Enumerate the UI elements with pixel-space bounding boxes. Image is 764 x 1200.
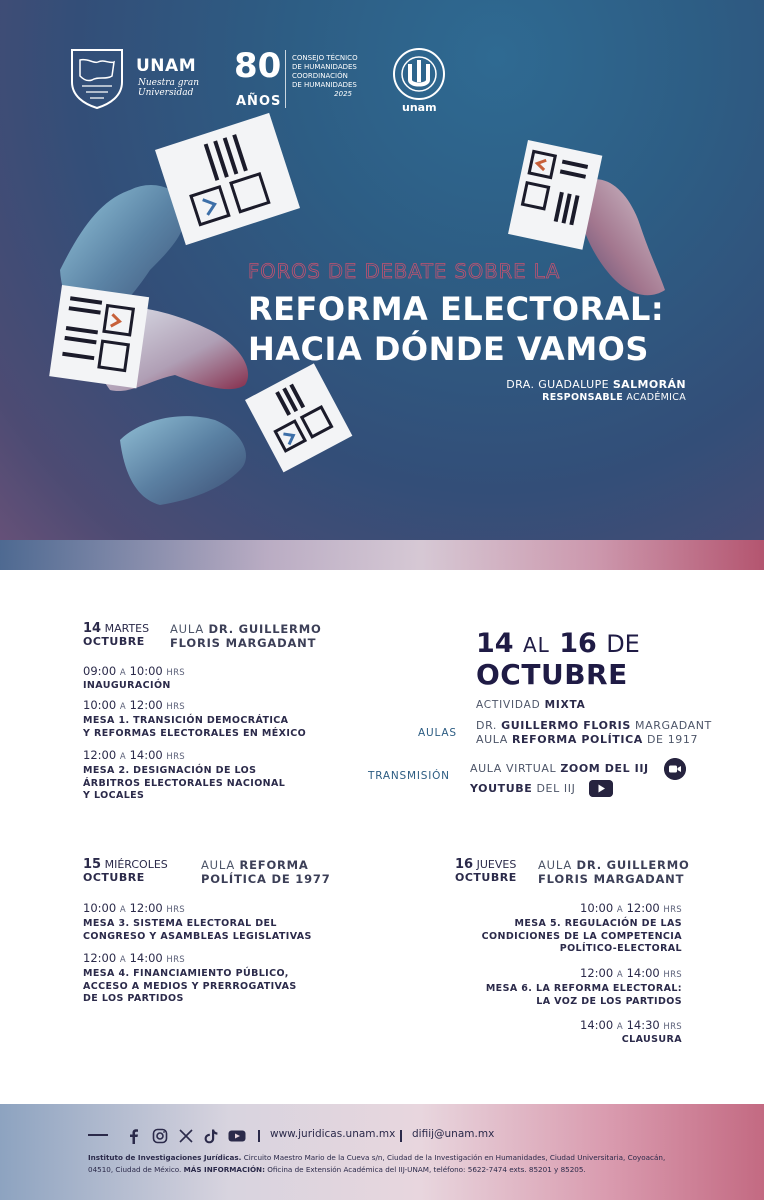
aula-name-line2: POLÍTICA DE 1977 bbox=[201, 872, 331, 886]
activity-type bbox=[476, 699, 586, 711]
event-time bbox=[83, 698, 185, 712]
event-time bbox=[83, 748, 185, 762]
aula-prefix: AULA bbox=[538, 858, 577, 872]
instagram-icon[interactable] bbox=[152, 1128, 168, 1144]
time-unit: HRS bbox=[166, 668, 185, 678]
zoom-pre: AULA VIRTUAL bbox=[470, 762, 561, 775]
coord-line1: COORDINACIÓN bbox=[292, 72, 348, 80]
time-start: 10:00 bbox=[83, 698, 117, 712]
zoom-bold: ZOOM DEL IIJ bbox=[560, 762, 649, 775]
aula-name-line2: FLORIS MARGADANT bbox=[170, 636, 317, 650]
responsible-role-rest: ACADÉMICA bbox=[623, 392, 686, 403]
time-end: 12:00 bbox=[129, 698, 163, 712]
youtube-play-icon[interactable] bbox=[589, 780, 613, 797]
footer-address bbox=[88, 1152, 688, 1176]
activity-prefix: ACTIVIDAD bbox=[476, 699, 545, 711]
responsible-prefix: DRA. GUADALUPE bbox=[506, 378, 613, 391]
aulas-label: AULAS bbox=[418, 727, 457, 739]
event-title: MESA 2. DESIGNACIÓN DE LOS ÁRBITROS ELECTORALES NACIONAL Y LOCALES bbox=[83, 765, 286, 801]
date-al: AL bbox=[522, 633, 550, 657]
logo-divider bbox=[285, 50, 286, 108]
day-16-header bbox=[455, 858, 517, 884]
consejo-line2: DE HUMANIDADES bbox=[292, 63, 357, 71]
info-text: Oficina de Extensión Académica del IIJ-UNAM, teléfono: 5622-7474 exts. 85201 y 85205. bbox=[264, 1165, 586, 1174]
footer-separator bbox=[400, 1130, 402, 1142]
email-link[interactable]: difiij@unam.mx bbox=[412, 1128, 495, 1140]
time-sep: A bbox=[119, 905, 126, 915]
aula1-pre: DR. bbox=[476, 719, 502, 732]
time-sep: A bbox=[119, 702, 126, 712]
anos-label: AÑOS bbox=[236, 94, 282, 109]
day-weekday: MARTES bbox=[104, 622, 150, 635]
time-sep: A bbox=[616, 970, 623, 980]
time-start: 09:00 bbox=[83, 664, 117, 678]
logos-row bbox=[0, 44, 764, 124]
time-start: 12:00 bbox=[580, 966, 614, 980]
hero-banner bbox=[0, 0, 764, 570]
aula-prefix: AULA bbox=[201, 858, 240, 872]
event-time bbox=[580, 966, 682, 980]
day-month: OCTUBRE bbox=[83, 871, 145, 884]
event-title: CLAUSURA bbox=[621, 1034, 682, 1045]
youtube-icon[interactable] bbox=[228, 1128, 246, 1144]
footer-separator bbox=[258, 1130, 260, 1142]
coord-line2: DE HUMANIDADES bbox=[292, 81, 357, 89]
consejo-coordinacion-text bbox=[292, 54, 382, 99]
event-time bbox=[580, 1018, 682, 1032]
aula-name-line2: FLORIS MARGADANT bbox=[538, 872, 685, 886]
youtube-post: DEL IIJ bbox=[532, 782, 576, 795]
day-number: 14 bbox=[83, 621, 102, 636]
aula1-post: MARGADANT bbox=[630, 719, 712, 732]
time-unit: HRS bbox=[663, 905, 682, 915]
youtube-link[interactable] bbox=[470, 782, 575, 795]
day-weekday: JUEVES bbox=[476, 858, 517, 871]
day-weekday: MIÉRCOLES bbox=[104, 858, 168, 871]
day-16-aula bbox=[538, 858, 690, 886]
event-time bbox=[83, 664, 185, 678]
event-title-line2: HACIA DÓNDE VAMOS bbox=[248, 330, 649, 368]
time-unit: HRS bbox=[663, 1022, 682, 1032]
aula-name: DR. GUILLERMO bbox=[208, 622, 322, 636]
anos-number: 80 bbox=[234, 46, 282, 86]
unam-shield-logo bbox=[68, 46, 126, 110]
date-range bbox=[476, 628, 640, 661]
time-end: 14:00 bbox=[626, 966, 660, 980]
event-time bbox=[83, 901, 185, 915]
unam-wordmark: UNAM bbox=[136, 56, 197, 76]
footer bbox=[0, 1104, 764, 1200]
event-title: MESA 5. REGULACIÓN DE LAS CONDICIONES DE LA COMPETENCIA POLÍTICO-ELECTORAL bbox=[481, 918, 682, 954]
aula-prefix: AULA bbox=[170, 622, 209, 636]
time-end: 10:00 bbox=[129, 664, 163, 678]
aula-name: REFORMA bbox=[239, 858, 309, 872]
time-end: 14:00 bbox=[129, 951, 163, 965]
day-15-aula bbox=[201, 858, 331, 886]
time-sep: A bbox=[119, 668, 126, 678]
info-label: MÁS INFORMACIÓN: bbox=[183, 1165, 265, 1174]
facebook-icon[interactable] bbox=[126, 1128, 142, 1144]
event-title: MESA 4. FINANCIAMIENTO PÚBLICO, ACCESO A MEDIOS Y PRERROGATIVAS DE LOS PARTIDOS bbox=[83, 968, 297, 1004]
event-title-line1: REFORMA ELECTORAL: bbox=[248, 290, 665, 328]
time-unit: HRS bbox=[663, 970, 682, 980]
80-anos-logo bbox=[230, 48, 284, 114]
event-time bbox=[580, 901, 682, 915]
zoom-link[interactable] bbox=[470, 762, 649, 775]
unam-tagline: Nuestra gran Universidad bbox=[138, 78, 199, 98]
time-start: 10:00 bbox=[83, 901, 117, 915]
aula1-bold: GUILLERMO FLORIS bbox=[501, 719, 631, 732]
consejo-line1: CONSEJO TÉCNICO bbox=[292, 54, 358, 62]
iij-unam-label: unam bbox=[402, 101, 437, 114]
time-unit: HRS bbox=[166, 752, 185, 762]
time-end: 12:00 bbox=[129, 901, 163, 915]
event-title: MESA 3. SISTEMA ELECTORAL DEL CONGRESO Y ASAMBLEAS LEGISLATIVAS bbox=[83, 918, 312, 942]
aulas-list bbox=[476, 719, 712, 747]
youtube-bold: YOUTUBE bbox=[470, 782, 533, 795]
x-icon[interactable] bbox=[178, 1128, 194, 1144]
activity-value: MIXTA bbox=[544, 699, 586, 711]
address-bold: Instituto de Investigaciones Jurídicas. bbox=[88, 1153, 242, 1162]
aula2-bold: REFORMA POLÍTICA bbox=[511, 733, 643, 746]
responsible-role bbox=[542, 392, 686, 403]
time-sep: A bbox=[616, 1022, 623, 1032]
event-time bbox=[83, 951, 185, 965]
time-unit: HRS bbox=[166, 905, 185, 915]
time-start: 12:00 bbox=[83, 748, 117, 762]
date-month: OCTUBRE bbox=[476, 658, 628, 691]
event-title: MESA 1. TRANSICIÓN DEMOCRÁTICA Y REFORMAS ELECTORALES EN MÉXICO bbox=[83, 715, 307, 739]
responsible-role-bold: RESPONSABLE bbox=[542, 392, 624, 403]
time-sep: A bbox=[119, 752, 126, 762]
day-month: OCTUBRE bbox=[83, 635, 145, 648]
gradient-band bbox=[0, 540, 764, 570]
time-end: 14:00 bbox=[129, 748, 163, 762]
time-start: 12:00 bbox=[83, 951, 117, 965]
event-subtitle: FOROS DE DEBATE SOBRE LA bbox=[248, 260, 561, 283]
time-end: 14:30 bbox=[626, 1018, 660, 1032]
day-15-header bbox=[83, 858, 168, 884]
time-sep: A bbox=[616, 905, 623, 915]
aula2-post: DE 1917 bbox=[642, 733, 699, 746]
time-unit: HRS bbox=[166, 702, 185, 712]
year-label: 2025 bbox=[334, 90, 352, 98]
time-end: 12:00 bbox=[626, 901, 660, 915]
responsible-surname: SALMORÁN bbox=[612, 378, 686, 391]
tiktok-icon[interactable] bbox=[203, 1128, 219, 1144]
day-14-aula bbox=[170, 622, 322, 650]
day-month: OCTUBRE bbox=[455, 871, 517, 884]
event-title: MESA 6. LA REFORMA ELECTORAL: LA VOZ DE LOS PARTIDOS bbox=[485, 983, 682, 1007]
event-title: INAUGURACIÓN bbox=[83, 680, 171, 691]
day-14-header bbox=[83, 622, 149, 648]
time-unit: HRS bbox=[166, 955, 185, 965]
day-number: 15 bbox=[83, 857, 102, 872]
aula2-pre: AULA bbox=[476, 733, 512, 746]
time-sep: A bbox=[119, 955, 126, 965]
website-link[interactable]: www.juridicas.unam.mx bbox=[270, 1128, 396, 1140]
address-rest: Circuito Maestro Mario de la Cueva s/n, Ciudad de la Investigación en Humanidades, Ciudad Universitaria, Coyoacán, 04510, Ciudad de México. bbox=[88, 1153, 666, 1174]
footer-dash bbox=[88, 1134, 108, 1136]
aula-name: DR. GUILLERMO bbox=[576, 858, 690, 872]
date-end: 16 bbox=[559, 628, 597, 659]
day-number: 16 bbox=[455, 857, 474, 872]
date-start: 14 bbox=[476, 628, 514, 659]
transmision-label: TRANSMISIÓN bbox=[368, 770, 450, 782]
zoom-camera-icon[interactable] bbox=[664, 758, 686, 780]
time-start: 14:00 bbox=[580, 1018, 614, 1032]
date-de: DE bbox=[606, 630, 640, 658]
time-start: 10:00 bbox=[580, 901, 614, 915]
responsible-name bbox=[506, 378, 686, 391]
